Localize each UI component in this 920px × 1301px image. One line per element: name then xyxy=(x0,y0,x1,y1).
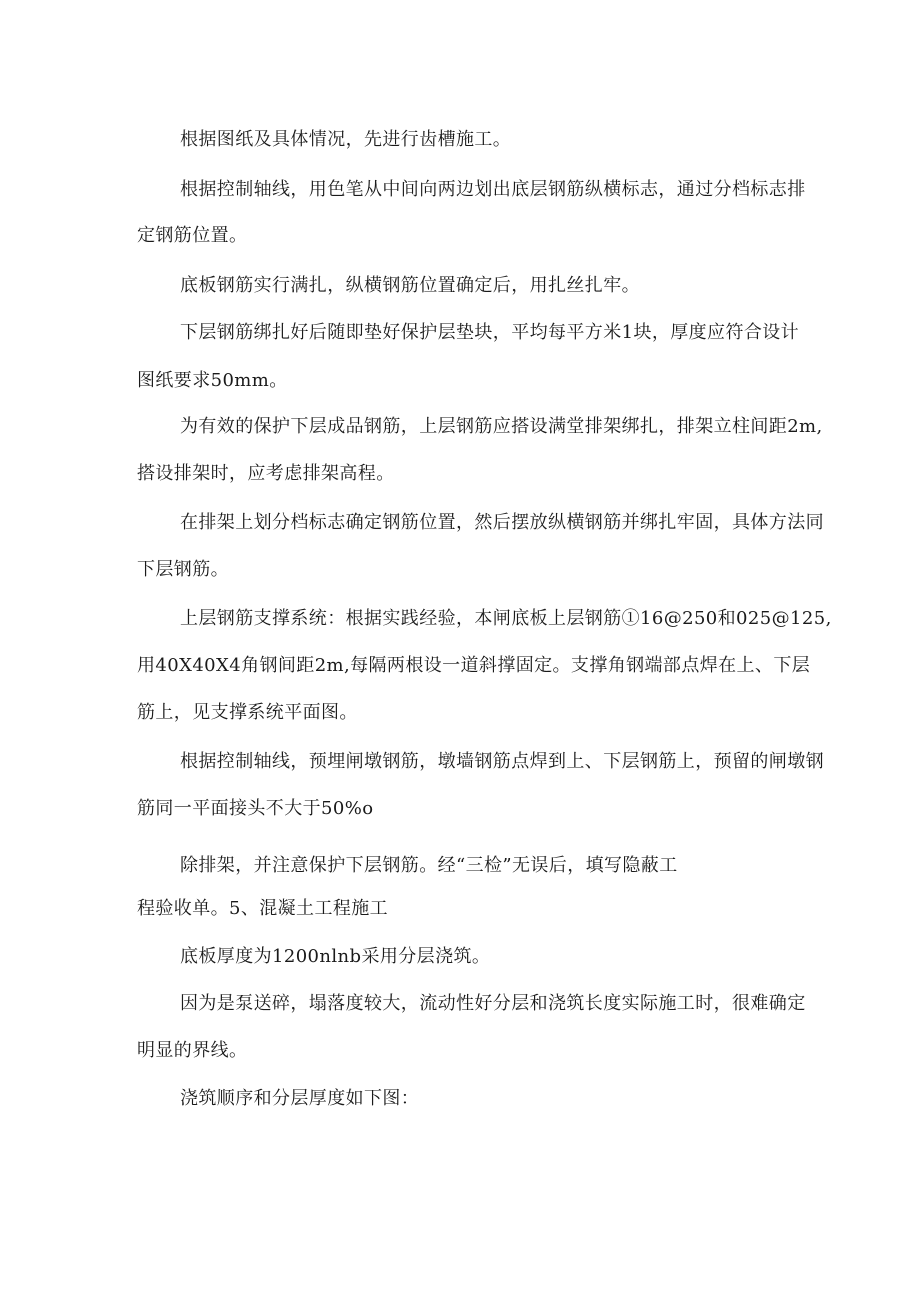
paragraph-line: 下层钢筋。 xyxy=(137,559,229,580)
paragraph-line: 在排架上划分档标志确定钢筋位置，然后摆放纵横钢筋并绑扎牢固，具体方法同 xyxy=(180,512,824,533)
paragraph-line: 为有效的保护下层成品钢筋，上层钢筋应搭设满堂排架绑扎，排架立柱间距2m, xyxy=(180,416,823,437)
paragraph-line: 底板厚度为1200nlnb采用分层浇筑。 xyxy=(180,946,491,967)
paragraph-line: 定钢筋位置。 xyxy=(137,225,248,246)
paragraph-line: 根据图纸及具体情况，先进行齿槽施工。 xyxy=(180,129,512,150)
paragraph-line: 图纸要求50mm。 xyxy=(137,370,288,391)
paragraph-line: 明显的界线。 xyxy=(137,1040,248,1061)
paragraph-line: 根据控制轴线，预埋闸墩钢筋，墩墙钢筋点焊到上、下层钢筋上，预留的闸墩钢 xyxy=(180,751,824,772)
paragraph-line: 用40X40X4角钢间距2m,每隔两根设一道斜撑固定。支撑角钢端部点焊在上、下层 xyxy=(137,655,811,676)
paragraph-line: 底板钢筋实行满扎，纵横钢筋位置确定后，用扎丝扎牢。 xyxy=(180,275,640,296)
paragraph-line: 除排架，并注意保护下层钢筋。经“三检”无误后，填写隐蔽工 xyxy=(180,855,678,876)
paragraph-line: 筋上，见支撑系统平面图。 xyxy=(137,702,358,723)
paragraph-line: 程验收单。5、混凝土工程施工 xyxy=(137,898,389,919)
paragraph-line: 浇筑顺序和分层厚度如下图： xyxy=(180,1088,420,1109)
paragraph-line: 根据控制轴线，用色笔从中间向两边划出底层钢筋纵横标志，通过分档标志排 xyxy=(180,179,806,200)
paragraph-line: 上层钢筋支撑系统：根据实践经验，本闸底板上层钢筋①16@250和025@125, xyxy=(180,608,832,629)
paragraph-line: 因为是泵送碎，塌落度较大，流动性好分层和浇筑长度实际施工时，很难确定 xyxy=(180,993,806,1014)
paragraph-line: 筋同一平面接头不大于50%o xyxy=(137,798,374,819)
paragraph-line: 下层钢筋绑扎好后随即垫好保护层垫块，平均每平方米1块，厚度应符合设计 xyxy=(180,322,800,343)
paragraph-line: 搭设排架时，应考虑排架高程。 xyxy=(137,463,395,484)
